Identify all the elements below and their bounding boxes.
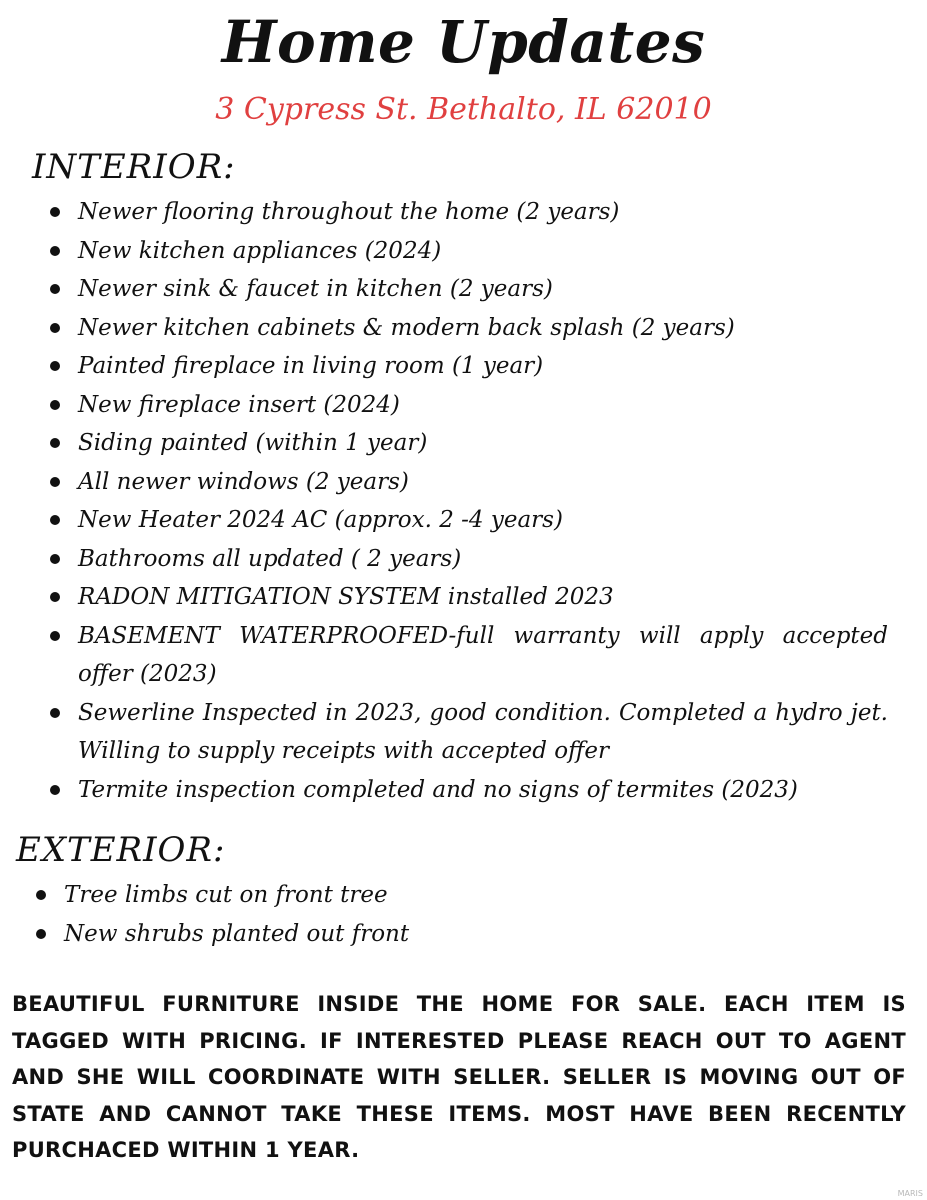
list-item: [34, 876, 834, 915]
property-address: 3 Cypress St. Bethalto, IL 62010: [215, 92, 712, 127]
bullet-icon: [50, 592, 60, 602]
interior-item-text: RADON MITIGATION SYSTEM installed 2023: [78, 584, 614, 610]
interior-item-text: Newer kitchen cabinets & modern back splash (2 years): [78, 314, 735, 341]
bullet-icon: [50, 515, 60, 525]
bullet-icon: [36, 929, 46, 939]
list-item: [48, 270, 888, 309]
furniture-sale-note: BEAUTIFUL FURNITURE INSIDE THE HOME FOR SALE. EACH ITEM IS TAGGED WITH PRICING. IF INTERESTED PLEASE REACH OUT TO AGENT AND SHE WILL COORDINATE WITH SELLER. SELLER IS MOVING OUT OF STATE AND CANNOT TAKE THESE ITEMS. MOST HAVE BEEN RECENTLY PURCHACED WITHIN 1 YEAR.: [12, 992, 906, 1162]
bullet-icon: [50, 323, 60, 333]
interior-item-text: New kitchen appliances (2024): [78, 237, 442, 264]
list-item: [48, 694, 888, 771]
list-item: [48, 578, 888, 617]
interior-item-text: Painted fireplace in living room (1 year): [78, 353, 544, 379]
bullet-icon: [36, 890, 46, 900]
exterior-item-text: Tree limbs cut on front tree: [64, 882, 388, 908]
bullet-icon: [50, 438, 60, 448]
interior-item-text: All newer windows (2 years): [78, 468, 409, 495]
exterior-list: [34, 876, 834, 953]
bullet-icon: [50, 284, 60, 294]
list-item: [48, 193, 888, 232]
bullet-icon: [50, 477, 60, 487]
interior-item-text: Sewerline Inspected in 2023, good condition. Completed a hydro jet. Willing to supply receipts with accepted offer: [78, 699, 888, 764]
interior-item-text: New Heater 2024 AC (approx. 2 -4 years): [78, 507, 563, 533]
interior-item-text: Termite inspection completed and no signs of termites (2023): [78, 776, 798, 803]
interior-item-text: Newer flooring throughout the home (2 years): [78, 199, 620, 225]
interior-item-text: New fireplace insert (2024): [78, 391, 400, 418]
list-item: [48, 540, 888, 579]
list-item: [34, 915, 834, 954]
interior-item-text: Bathrooms all updated ( 2 years): [78, 545, 462, 572]
list-item: [48, 309, 888, 348]
list-item: [48, 771, 888, 810]
interior-list: [48, 193, 888, 809]
bullet-icon: [50, 400, 60, 410]
interior-item-text: Newer sink & faucet in kitchen (2 years): [78, 276, 553, 302]
exterior-heading: EXTERIOR:: [16, 830, 226, 870]
list-item: [48, 617, 888, 694]
list-item: [48, 463, 888, 502]
interior-item-text: Siding painted (within 1 year): [78, 430, 428, 456]
interior-heading: INTERIOR:: [32, 147, 236, 187]
bullet-icon: [50, 785, 60, 795]
bullet-icon: [50, 246, 60, 256]
bullet-icon: [50, 708, 60, 718]
list-item: [48, 501, 888, 540]
interior-item-text: BASEMENT WATERPROOFED-full warranty will apply accepted offer (2023): [78, 622, 888, 687]
bullet-icon: [50, 361, 60, 371]
list-item: [48, 347, 888, 386]
bullet-icon: [50, 207, 60, 217]
list-item: [48, 424, 888, 463]
bullet-icon: [50, 554, 60, 564]
bullet-icon: [50, 631, 60, 641]
list-item: [48, 386, 888, 425]
exterior-item-text: New shrubs planted out front: [64, 920, 410, 947]
page-title: Home Updates: [221, 8, 706, 76]
watermark: MARIS: [897, 1189, 923, 1198]
list-item: [48, 232, 888, 271]
